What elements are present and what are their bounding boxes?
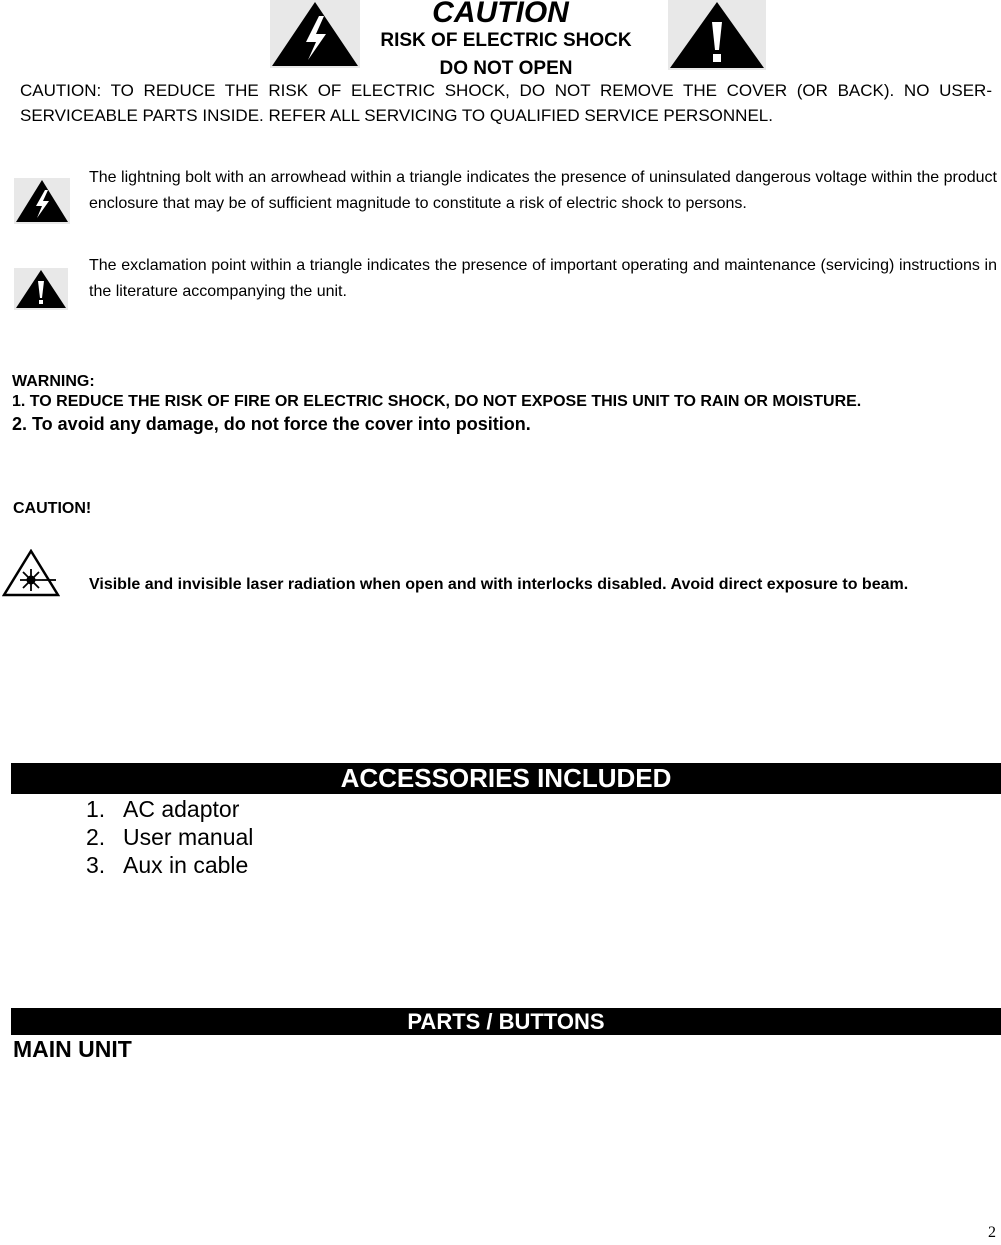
caution-paragraph: CAUTION: TO REDUCE THE RISK OF ELECTRIC SHOCK, DO NOT REMOVE THE COVER (OR BACK). NO USER-SERVICEABLE PARTS INSIDE. REFER ALL SERVICING TO QUALIFIED SERVICE PERSONNEL. [20, 81, 992, 125]
list-item [86, 795, 239, 823]
lightning-triangle-icon [14, 178, 70, 224]
parts-heading: PARTS / BUTTONS [11, 1008, 1001, 1035]
list-item-label: AC adaptor [123, 796, 240, 822]
caution-title: CAUTION [432, 0, 569, 29]
laser-warning-text: Visible and invisible laser radiation when open and with interlocks disabled. Avoid direct exposure to beam. [89, 576, 909, 593]
do-not-open-line: DO NOT OPEN [439, 58, 573, 79]
risk-of-shock-line: RISK OF ELECTRIC SHOCK [380, 30, 632, 51]
list-item-label: User manual [123, 824, 254, 850]
list-item [86, 823, 253, 851]
main-unit-subheading: MAIN UNIT [13, 1036, 132, 1062]
exclamation-triangle-icon [14, 268, 68, 310]
list-item-label: Aux in cable [123, 852, 249, 878]
warning-heading: WARNING: [12, 373, 95, 390]
list-item-number: 1. [86, 796, 106, 822]
lightning-symbol-explanation: The lightning bolt with an arrowhead within a triangle indicates the presence of uninsulated dangerous voltage within the product enclosure that may be of sufficient magnitude to constitute a risk of electric shock to persons. [89, 169, 997, 212]
caution-heading: CAUTION! [13, 500, 92, 517]
warning-block [12, 372, 997, 436]
exclamation-symbol-explanation: The exclamation point within a triangle indicates the presence of important operating and maintenance (servicing) instructions in the literature accompanying the unit. [89, 257, 997, 300]
list-item-number: 3. [86, 852, 106, 878]
warning-item-2: 2. To avoid any damage, do not force the cover into position. [12, 414, 531, 434]
exclamation-triangle-icon [668, 0, 766, 70]
list-item-number: 2. [86, 824, 106, 850]
warning-item-1: 1. TO REDUCE THE RISK OF FIRE OR ELECTRIC SHOCK, DO NOT EXPOSE THIS UNIT TO RAIN OR MOISTURE. [12, 393, 862, 410]
list-item [86, 851, 248, 879]
accessories-heading: ACCESSORIES INCLUDED [11, 763, 1001, 794]
page-number: 2 [988, 1224, 996, 1241]
